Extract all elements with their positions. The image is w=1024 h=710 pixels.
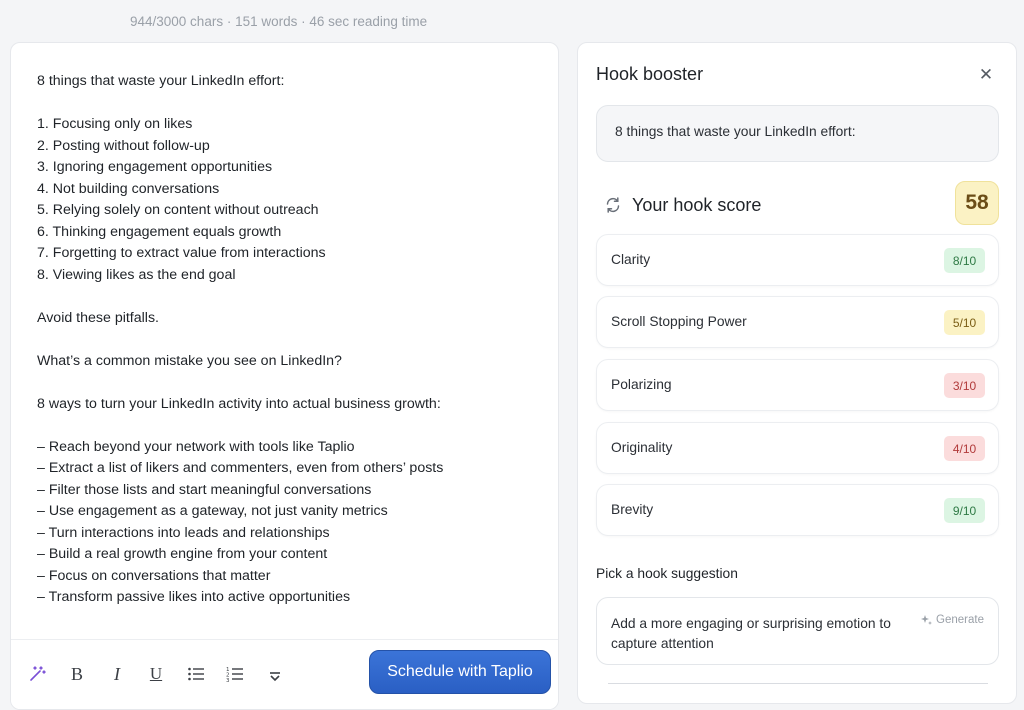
metric-card [596,422,999,474]
editor-line: 8 things that waste your LinkedIn effort: [37,73,285,89]
post-stats: 944/3000 chars · 151 words · 46 sec reading time [130,14,428,29]
metric-label: Brevity [611,502,654,517]
italic-icon[interactable]: I [114,663,120,684]
close-icon[interactable]: ✕ [978,65,994,84]
schedule-button[interactable]: Schedule with Taplio [369,650,551,694]
chevron-down-icon[interactable] [263,665,287,689]
hook-score-label: Your hook score [632,195,762,215]
editor-line: 5. Relying solely on content without outreach [37,202,319,218]
editor-line: – Use engagement as a gateway, not just vanity metrics [37,503,388,519]
hook-suggestion-card[interactable] [596,597,999,665]
editor-line: 2. Posting without follow-up [37,137,210,154]
metric-label: Originality [611,440,673,455]
editor-line: – Transform passive likes into active opportunities [37,589,351,605]
editor-line: – Turn interactions into leads and relationships [37,524,330,541]
bold-icon[interactable]: B [70,663,83,684]
bullet-list-icon[interactable] [184,662,208,686]
metric-score-badge: 5/10 [944,310,985,335]
editor-line [37,93,538,115]
hook-preview: 8 things that waste your LinkedIn effort: [596,105,999,162]
editor-line: 6. Thinking engagement equals growth [37,223,282,240]
svg-text:3: 3 [226,678,230,682]
editor-line: – Focus on conversations that matter [37,567,271,584]
refresh-icon[interactable] [604,196,622,214]
magic-wand-icon[interactable] [25,662,49,686]
underline-icon[interactable]: U [149,664,163,683]
metric-card [596,359,999,411]
editor-line: – Filter those lists and start meaningful conversations [37,481,372,498]
panel-title: Hook booster [596,64,704,84]
editor-line [37,329,538,351]
editor-line [37,372,538,394]
suggestion-text: Add a more engaging or surprising emotion to capture attention [611,616,891,651]
numbered-list-icon[interactable] [223,662,247,686]
metric-label: Clarity [611,252,651,267]
svg-text:2: 2 [226,672,230,679]
suggestion-heading: Pick a hook suggestion [596,566,738,581]
editor-line: 8 ways to turn your LinkedIn activity into actual business growth: [37,395,441,412]
hook-score-badge: 58 [955,181,999,225]
metric-label: Polarizing [611,377,672,392]
metric-card [596,484,999,536]
editor-line: What’s a common mistake you see on LinkedIn? [37,352,342,369]
editor-line: Avoid these pitfalls. [37,309,159,326]
editor-line: 7. Forgetting to extract value from interactions [37,245,326,261]
metric-card [596,296,999,348]
editor-toolbar [11,639,558,710]
editor-line: 1. Focusing only on likes [37,116,193,132]
sparkle-icon [920,614,932,626]
metric-score-badge: 4/10 [944,436,985,461]
editor-line [37,415,538,437]
editor-line: – Build a real growth engine from your content [37,546,328,562]
hook-score-row [596,181,999,225]
metric-label: Scroll Stopping Power [611,314,747,329]
metric-score-badge: 8/10 [944,248,985,273]
editor-line: 8. Viewing likes as the end goal [37,266,236,283]
editor-text-area[interactable] [37,71,538,609]
editor-line: – Reach beyond your network with tools like Taplio [37,438,355,455]
editor-line [37,286,538,308]
editor-line: 4. Not building conversations [37,180,220,197]
metric-card [596,234,999,286]
metric-score-badge: 3/10 [944,373,985,398]
post-editor[interactable] [10,42,559,710]
editor-line: – Extract a list of likers and commenters, even from others’ posts [37,460,444,476]
divider [608,683,988,684]
editor-line: 3. Ignoring engagement opportunities [37,159,273,175]
svg-text:1: 1 [226,667,230,673]
generate-label: Generate [936,614,984,626]
metric-score-badge: 9/10 [944,498,985,523]
hook-booster-panel [577,42,1017,704]
generate-button[interactable] [920,614,984,626]
